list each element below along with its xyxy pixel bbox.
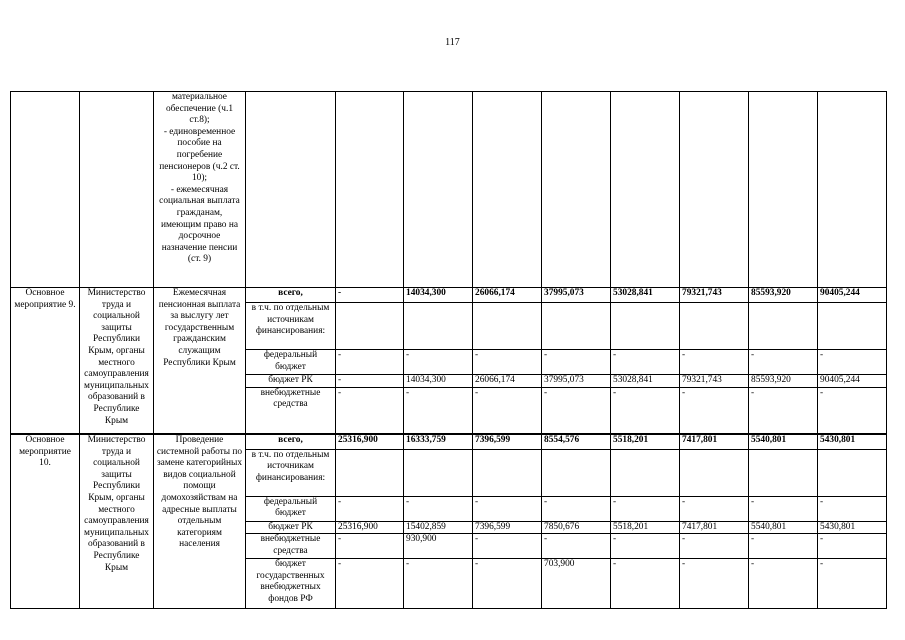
- value-cell: [473, 92, 542, 288]
- amount-cell: 16333,759: [404, 434, 473, 449]
- amount-cell: -: [336, 288, 404, 303]
- amount-cell: -: [611, 496, 680, 521]
- amount-cell: -: [542, 534, 611, 559]
- value-cell: [818, 92, 887, 288]
- amount-cell: 7417,801: [680, 521, 749, 534]
- amount-cell: [611, 449, 680, 496]
- amount-cell: 37995,073: [542, 375, 611, 388]
- benefits-text: материальное обеспечение (ч.1 ст.8); - единовременное пособие на погребение пенсионеров (ч.2 ст. 10); - ежемесячная социальная выплата гражданам, имеющим право на досрочное назначение пенсии (ст. 9): [154, 92, 246, 288]
- source-label: федеральный бюджет: [246, 496, 336, 521]
- amount-cell: -: [680, 387, 749, 434]
- amount-cell: -: [680, 496, 749, 521]
- budget-table: [10, 91, 887, 609]
- amount-cell: 37995,073: [542, 288, 611, 303]
- amount-cell: -: [473, 534, 542, 559]
- amount-cell: 703,900: [542, 559, 611, 609]
- amount-cell: [542, 449, 611, 496]
- executor-text: Министерство труда и социальной защиты Республики Крым, органы местного самоуправления муниципальных образований в Республике Крым: [80, 434, 154, 609]
- event-name: Ежемесячная пенсионная выплата за выслугу лет государственным гражданским служащим Республики Крым: [154, 288, 246, 435]
- amount-cell: 7396,599: [473, 521, 542, 534]
- event-total-row: [11, 288, 887, 303]
- amount-cell: 26066,174: [473, 375, 542, 388]
- amount-cell: -: [818, 559, 887, 609]
- amount-cell: 5518,201: [611, 434, 680, 449]
- amount-cell: [749, 449, 818, 496]
- amount-cell: 15402,859: [404, 521, 473, 534]
- amount-cell: 26066,174: [473, 288, 542, 303]
- source-label: бюджет государственных внебюджетных фондов РФ: [246, 559, 336, 609]
- amount-cell: [818, 303, 887, 350]
- amount-cell: -: [473, 387, 542, 434]
- value-cell: [336, 92, 404, 288]
- source-label: всего,: [246, 288, 336, 303]
- amount-cell: 930,900: [404, 534, 473, 559]
- amount-cell: -: [404, 387, 473, 434]
- amount-cell: 8554,576: [542, 434, 611, 449]
- event-number: Основное мероприятие 10.: [11, 434, 80, 609]
- amount-cell: -: [749, 496, 818, 521]
- amount-cell: 90405,244: [818, 375, 887, 388]
- value-cell: [680, 92, 749, 288]
- amount-cell: -: [749, 559, 818, 609]
- amount-cell: -: [336, 375, 404, 388]
- amount-cell: -: [680, 350, 749, 375]
- amount-cell: -: [336, 534, 404, 559]
- amount-cell: [680, 449, 749, 496]
- amount-cell: 7396,599: [473, 434, 542, 449]
- executor-cell: [80, 92, 154, 288]
- amount-cell: [611, 303, 680, 350]
- amount-cell: [336, 449, 404, 496]
- source-cell: [246, 92, 336, 288]
- amount-cell: [542, 303, 611, 350]
- amount-cell: [336, 303, 404, 350]
- amount-cell: -: [542, 350, 611, 375]
- amount-cell: 5430,801: [818, 521, 887, 534]
- amount-cell: [818, 449, 887, 496]
- amount-cell: -: [336, 350, 404, 375]
- amount-cell: -: [404, 496, 473, 521]
- value-cell: [542, 92, 611, 288]
- amount-cell: 53028,841: [611, 288, 680, 303]
- amount-cell: -: [336, 559, 404, 609]
- amount-cell: -: [611, 387, 680, 434]
- source-label: всего,: [246, 434, 336, 449]
- amount-cell: -: [680, 559, 749, 609]
- amount-cell: -: [542, 387, 611, 434]
- amount-cell: 85593,920: [749, 288, 818, 303]
- amount-cell: 25316,900: [336, 521, 404, 534]
- amount-cell: -: [611, 350, 680, 375]
- amount-cell: -: [818, 387, 887, 434]
- amount-cell: 5540,801: [749, 521, 818, 534]
- amount-cell: -: [404, 559, 473, 609]
- amount-cell: 5518,201: [611, 521, 680, 534]
- amount-cell: -: [473, 496, 542, 521]
- amount-cell: [680, 303, 749, 350]
- amount-cell: 7417,801: [680, 434, 749, 449]
- event-total-row: [11, 434, 887, 449]
- amount-cell: [749, 303, 818, 350]
- amount-cell: [404, 449, 473, 496]
- amount-cell: 53028,841: [611, 375, 680, 388]
- event-name: Проведение системной работы по замене категорийных видов социальной помощи домохозяйствам на адресные выплаты отдельным категориям населения: [154, 434, 246, 609]
- source-label: федеральный бюджет: [246, 350, 336, 375]
- amount-cell: -: [818, 350, 887, 375]
- amount-cell: -: [611, 534, 680, 559]
- amount-cell: -: [611, 559, 680, 609]
- amount-cell: 85593,920: [749, 375, 818, 388]
- value-cell: [749, 92, 818, 288]
- amount-cell: -: [473, 350, 542, 375]
- amount-cell: -: [542, 496, 611, 521]
- amount-cell: -: [749, 350, 818, 375]
- amount-cell: -: [336, 496, 404, 521]
- amount-cell: 7850,676: [542, 521, 611, 534]
- amount-cell: -: [336, 387, 404, 434]
- amount-cell: 5540,801: [749, 434, 818, 449]
- amount-cell: -: [404, 350, 473, 375]
- source-label: бюджет РК: [246, 375, 336, 388]
- amount-cell: -: [680, 534, 749, 559]
- source-label: бюджет РК: [246, 521, 336, 534]
- amount-cell: 14034,300: [404, 288, 473, 303]
- source-label: внебюджетные средства: [246, 534, 336, 559]
- event-number: Основное мероприятие 9.: [11, 288, 80, 435]
- value-cell: [404, 92, 473, 288]
- amount-cell: 14034,300: [404, 375, 473, 388]
- amount-cell: [473, 303, 542, 350]
- amount-cell: -: [818, 496, 887, 521]
- amount-cell: [404, 303, 473, 350]
- amount-cell: -: [749, 534, 818, 559]
- value-cell: [611, 92, 680, 288]
- amount-cell: -: [473, 559, 542, 609]
- amount-cell: [473, 449, 542, 496]
- page-number: 117: [445, 37, 460, 48]
- source-label: в т.ч. по отдельным источникам финансирования:: [246, 449, 336, 496]
- source-label: внебюджетные средства: [246, 387, 336, 434]
- continuation-row: [11, 92, 887, 288]
- amount-cell: 5430,801: [818, 434, 887, 449]
- amount-cell: 79321,743: [680, 288, 749, 303]
- amount-cell: 90405,244: [818, 288, 887, 303]
- amount-cell: 25316,900: [336, 434, 404, 449]
- source-label: в т.ч. по отдельным источникам финансирования:: [246, 303, 336, 350]
- amount-cell: -: [749, 387, 818, 434]
- amount-cell: 79321,743: [680, 375, 749, 388]
- executor-text: Министерство труда и социальной защиты Республики Крым, органы местного самоуправления муниципальных образований в Республике Крым: [80, 288, 154, 435]
- amount-cell: -: [818, 534, 887, 559]
- event-cell: [11, 92, 80, 288]
